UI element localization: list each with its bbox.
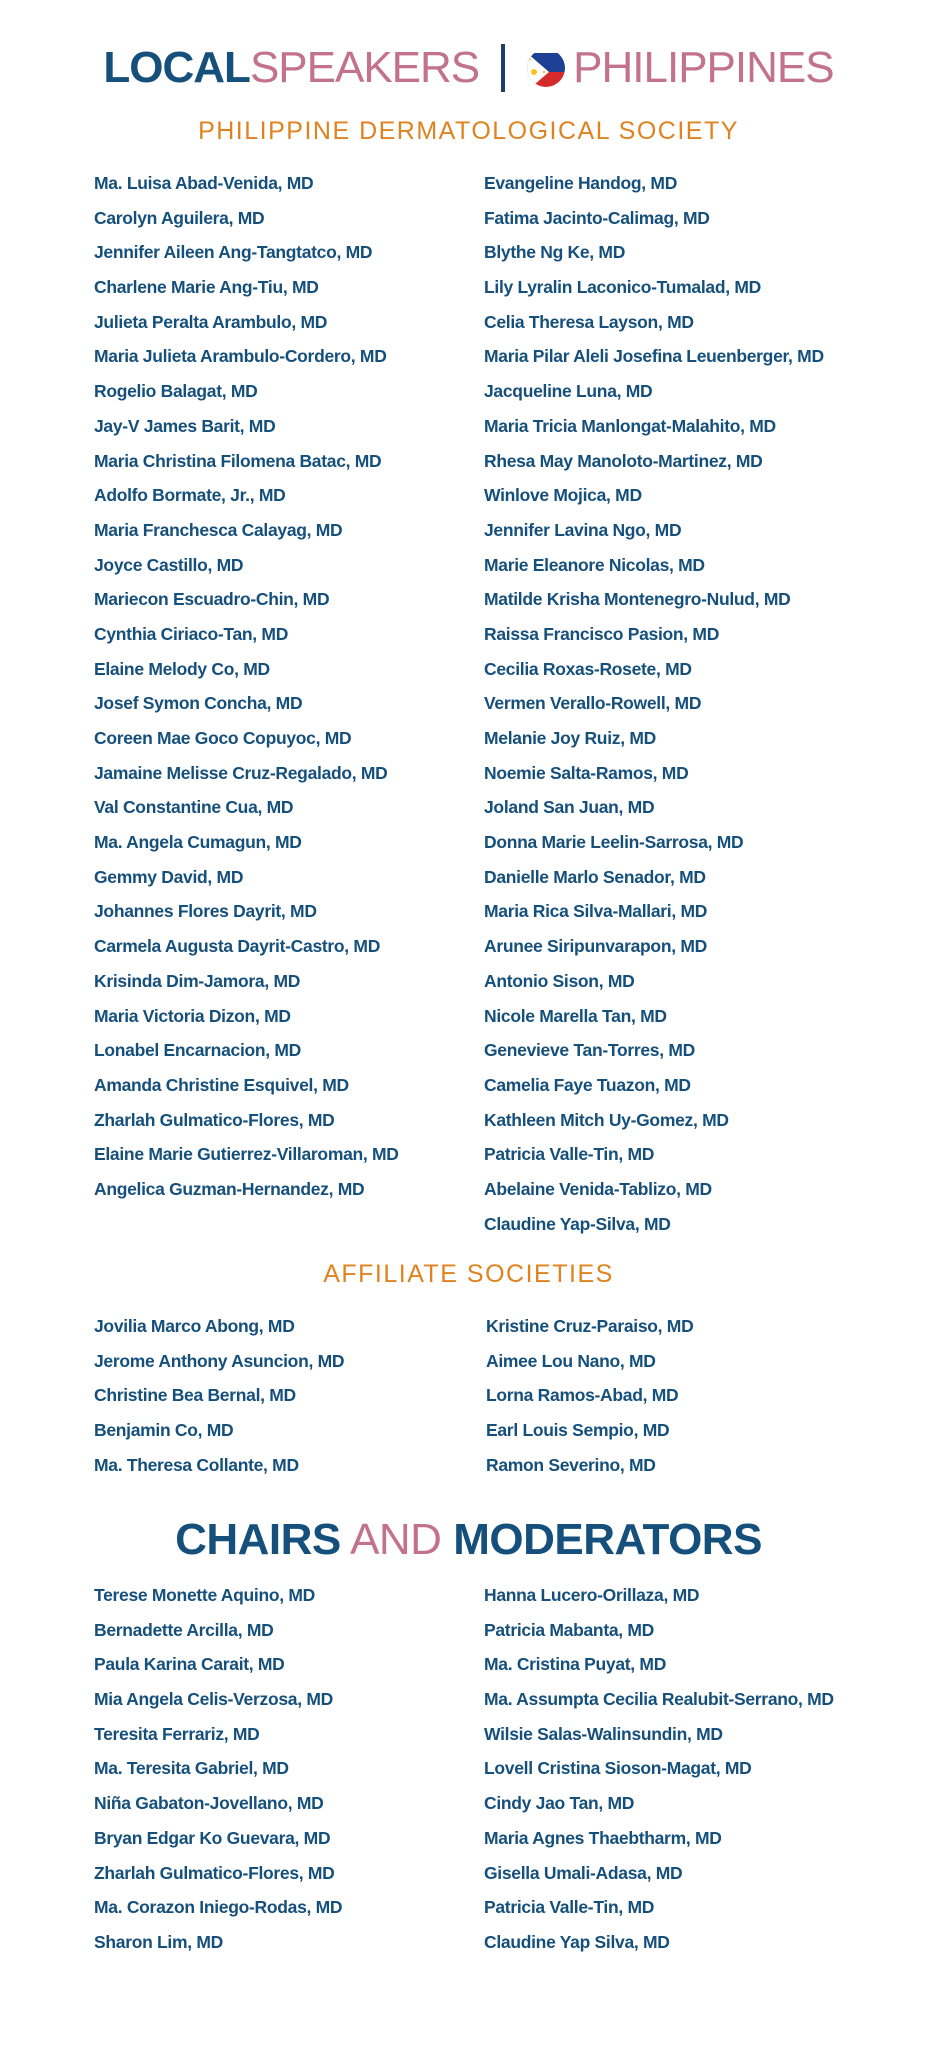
speaker-name: Krisinda Dim-Jamora, MD (94, 970, 301, 991)
speaker-name: Rogelio Balagat, MD (94, 381, 258, 402)
speaker-name: Kristine Cruz-Paraiso, MD (486, 1316, 694, 1336)
speaker-name: Vermen Verallo-Rowell, MD (484, 693, 702, 714)
speaker-name: Winlove Mojica, MD (484, 485, 642, 506)
speaker-name: Ma. Teresita Gabriel, MD (94, 1758, 289, 1779)
pds-left-column (94, 166, 399, 1207)
speaker-name: Niña Gabaton-Jovellano, MD (94, 1793, 324, 1814)
speaker-name: Bernadette Arcilla, MD (94, 1619, 274, 1640)
speaker-name: Bryan Edgar Ko Guevara, MD (94, 1827, 331, 1848)
speaker-name: Earl Louis Sempio, MD (486, 1420, 670, 1441)
speaker-name: Ma. Assumpta Cecilia Realubit-Serrano, MD (484, 1689, 834, 1710)
speaker-name: Jennifer Lavina Ngo, MD (484, 519, 682, 540)
speaker-name: Camelia Faye Tuazon, MD (484, 1074, 691, 1095)
speaker-name: Jacqueline Luna, MD (484, 381, 653, 402)
speaker-name: Joyce Castillo, MD (94, 554, 244, 575)
speaker-name: Ma. Corazon Iniego-Rodas, MD (94, 1897, 343, 1918)
pds-section-title: PHILIPPINE DERMATOLOGICAL SOCIETY (198, 117, 739, 145)
speaker-name: Patricia Valle-Tin, MD (484, 1897, 655, 1918)
speaker-name: Maria Tricia Manlongat-Malahito, MD (484, 415, 776, 436)
speaker-name: Ma. Angela Cumagun, MD (94, 832, 302, 853)
speaker-name: Jennifer Aileen Ang-Tangtatco, MD (94, 242, 373, 263)
speaker-name: Adolfo Bormate, Jr., MD (94, 485, 286, 506)
header-country: PHILIPPINES (573, 43, 834, 92)
speaker-name: Gemmy David, MD (94, 866, 244, 887)
chairs-left-column (94, 1578, 342, 1960)
header-speakers: SPEAKERS (249, 43, 480, 92)
speaker-name: Josef Symon Concha, MD (94, 693, 303, 714)
speaker-name: Elaine Melody Co, MD (94, 658, 270, 679)
speaker-name: Elaine Marie Gutierrez-Villaroman, MD (94, 1144, 399, 1165)
speaker-name: Angelica Guzman-Hernandez, MD (94, 1178, 365, 1199)
speaker-name: Cynthia Ciriaco-Tan, MD (94, 623, 289, 644)
speaker-name: Sharon Lim, MD (94, 1931, 223, 1952)
speaker-name: Patricia Valle-Tin, MD (484, 1144, 655, 1165)
speaker-name: Lovell Cristina Sioson-Magat, MD (484, 1758, 752, 1779)
philippines-flag-icon (527, 49, 565, 87)
speaker-name: Zharlah Gulmatico-Flores, MD (94, 1862, 335, 1883)
speaker-name: Raissa Francisco Pasion, MD (484, 623, 720, 644)
header-local: LOCAL (103, 43, 250, 92)
title-moderators: MODERATORS (453, 1515, 762, 1564)
speaker-name: Val Constantine Cua, MD (94, 797, 294, 818)
affiliate-section-title: AFFILIATE SOCIETIES (323, 1260, 614, 1288)
speaker-name: Claudine Yap-Silva, MD (484, 1213, 671, 1234)
speaker-name: Joland San Juan, MD (484, 797, 655, 818)
speaker-name: Ma. Luisa Abad-Venida, MD (94, 173, 314, 193)
speaker-name: Aimee Lou Nano, MD (486, 1350, 656, 1371)
speaker-name: Nicole Marella Tan, MD (484, 1005, 667, 1026)
speaker-name: Jamaine Melisse Cruz-Regalado, MD (94, 762, 388, 783)
speaker-name: Donna Marie Leelin-Sarrosa, MD (484, 832, 744, 853)
speaker-name: Celia Theresa Layson, MD (484, 311, 694, 332)
speaker-name: Abelaine Venida-Tablizo, MD (484, 1178, 712, 1199)
speaker-name: Cindy Jao Tan, MD (484, 1793, 635, 1814)
speaker-name: Julieta Peralta Arambulo, MD (94, 311, 328, 332)
speaker-name: Hanna Lucero-Orillaza, MD (484, 1585, 700, 1605)
speaker-name: Coreen Mae Goco Copuyoc, MD (94, 728, 352, 748)
speaker-name: Maria Rica Silva-Mallari, MD (484, 901, 708, 922)
speaker-name: Lily Lyralin Laconico-Tumalad, MD (484, 277, 761, 298)
speaker-name: Marie Eleanore Nicolas, MD (484, 554, 705, 575)
speaker-name: Evangeline Handog, MD (484, 173, 678, 193)
speaker-name: Mariecon Escuadro-Chin, MD (94, 589, 330, 610)
speaker-name: Gisella Umali-Adasa, MD (484, 1862, 683, 1883)
affiliate-left-column (94, 1309, 344, 1482)
speaker-name: Amanda Christine Esquivel, MD (94, 1074, 349, 1095)
speaker-name: Ramon Severino, MD (486, 1454, 656, 1475)
chairs-right-column (484, 1578, 834, 1960)
speaker-name: Jovilia Marco Abong, MD (94, 1316, 295, 1336)
speaker-name: Maria Pilar Aleli Josefina Leuenberger, MD (484, 346, 824, 367)
title-chairs: CHAIRS (175, 1515, 341, 1564)
speaker-name: Fatima Jacinto-Calimag, MD (484, 207, 710, 228)
speaker-name: Claudine Yap Silva, MD (484, 1931, 670, 1952)
affiliate-right-column (486, 1309, 693, 1482)
speaker-name: Rhesa May Manoloto-Martinez, MD (484, 450, 763, 471)
speaker-name: Maria Victoria Dizon, MD (94, 1005, 291, 1026)
speaker-name: Johannes Flores Dayrit, MD (94, 901, 317, 922)
speaker-name: Matilde Krisha Montenegro-Nulud, MD (484, 589, 791, 610)
speaker-name: Noemie Salta-Ramos, MD (484, 762, 689, 783)
speaker-name: Paula Karina Carait, MD (94, 1654, 285, 1675)
pds-right-column (484, 166, 824, 1241)
chairs-moderators-title (0, 1513, 937, 1567)
speaker-name: Lonabel Encarnacion, MD (94, 1040, 302, 1061)
speaker-name: Antonio Sison, MD (484, 970, 635, 991)
speaker-name: Benjamin Co, MD (94, 1420, 234, 1441)
speaker-name: Christine Bea Bernal, MD (94, 1385, 296, 1406)
title-and: AND (350, 1515, 442, 1564)
speaker-name: Arunee Siripunvarapon, MD (484, 936, 707, 957)
header-divider (501, 44, 505, 92)
speaker-name: Maria Julieta Arambulo-Cordero, MD (94, 346, 387, 367)
speaker-name: Lorna Ramos-Abad, MD (486, 1385, 679, 1406)
speaker-name: Melanie Joy Ruiz, MD (484, 728, 656, 748)
speaker-name: Terese Monette Aquino, MD (94, 1585, 315, 1605)
speaker-name: Wilsie Salas-Walinsundin, MD (484, 1723, 723, 1744)
page-header (0, 40, 937, 96)
speaker-name: Genevieve Tan-Torres, MD (484, 1040, 695, 1061)
speaker-name: Teresita Ferrariz, MD (94, 1723, 260, 1744)
speaker-name: Maria Christina Filomena Batac, MD (94, 450, 382, 471)
speaker-name: Jerome Anthony Asuncion, MD (94, 1350, 345, 1371)
speaker-name: Ma. Theresa Collante, MD (94, 1454, 299, 1475)
speaker-name: Maria Agnes Thaebtharm, MD (484, 1827, 722, 1848)
speaker-name: Mia Angela Celis-Verzosa, MD (94, 1689, 333, 1710)
speaker-name: Patricia Mabanta, MD (484, 1619, 655, 1640)
speaker-name: Ma. Cristina Puyat, MD (484, 1654, 667, 1675)
speaker-name: Carolyn Aguilera, MD (94, 207, 265, 228)
speaker-name: Blythe Ng Ke, MD (484, 242, 626, 263)
speaker-name: Kathleen Mitch Uy-Gomez, MD (484, 1109, 729, 1130)
speaker-name: Charlene Marie Ang-Tiu, MD (94, 277, 319, 298)
speaker-name: Jay-V James Barit, MD (94, 415, 276, 436)
speaker-name: Zharlah Gulmatico-Flores, MD (94, 1109, 335, 1130)
speaker-name: Cecilia Roxas-Rosete, MD (484, 658, 692, 679)
speaker-name: Danielle Marlo Senador, MD (484, 866, 706, 887)
speaker-name: Maria Franchesca Calayag, MD (94, 519, 343, 540)
speaker-name: Carmela Augusta Dayrit-Castro, MD (94, 936, 381, 957)
